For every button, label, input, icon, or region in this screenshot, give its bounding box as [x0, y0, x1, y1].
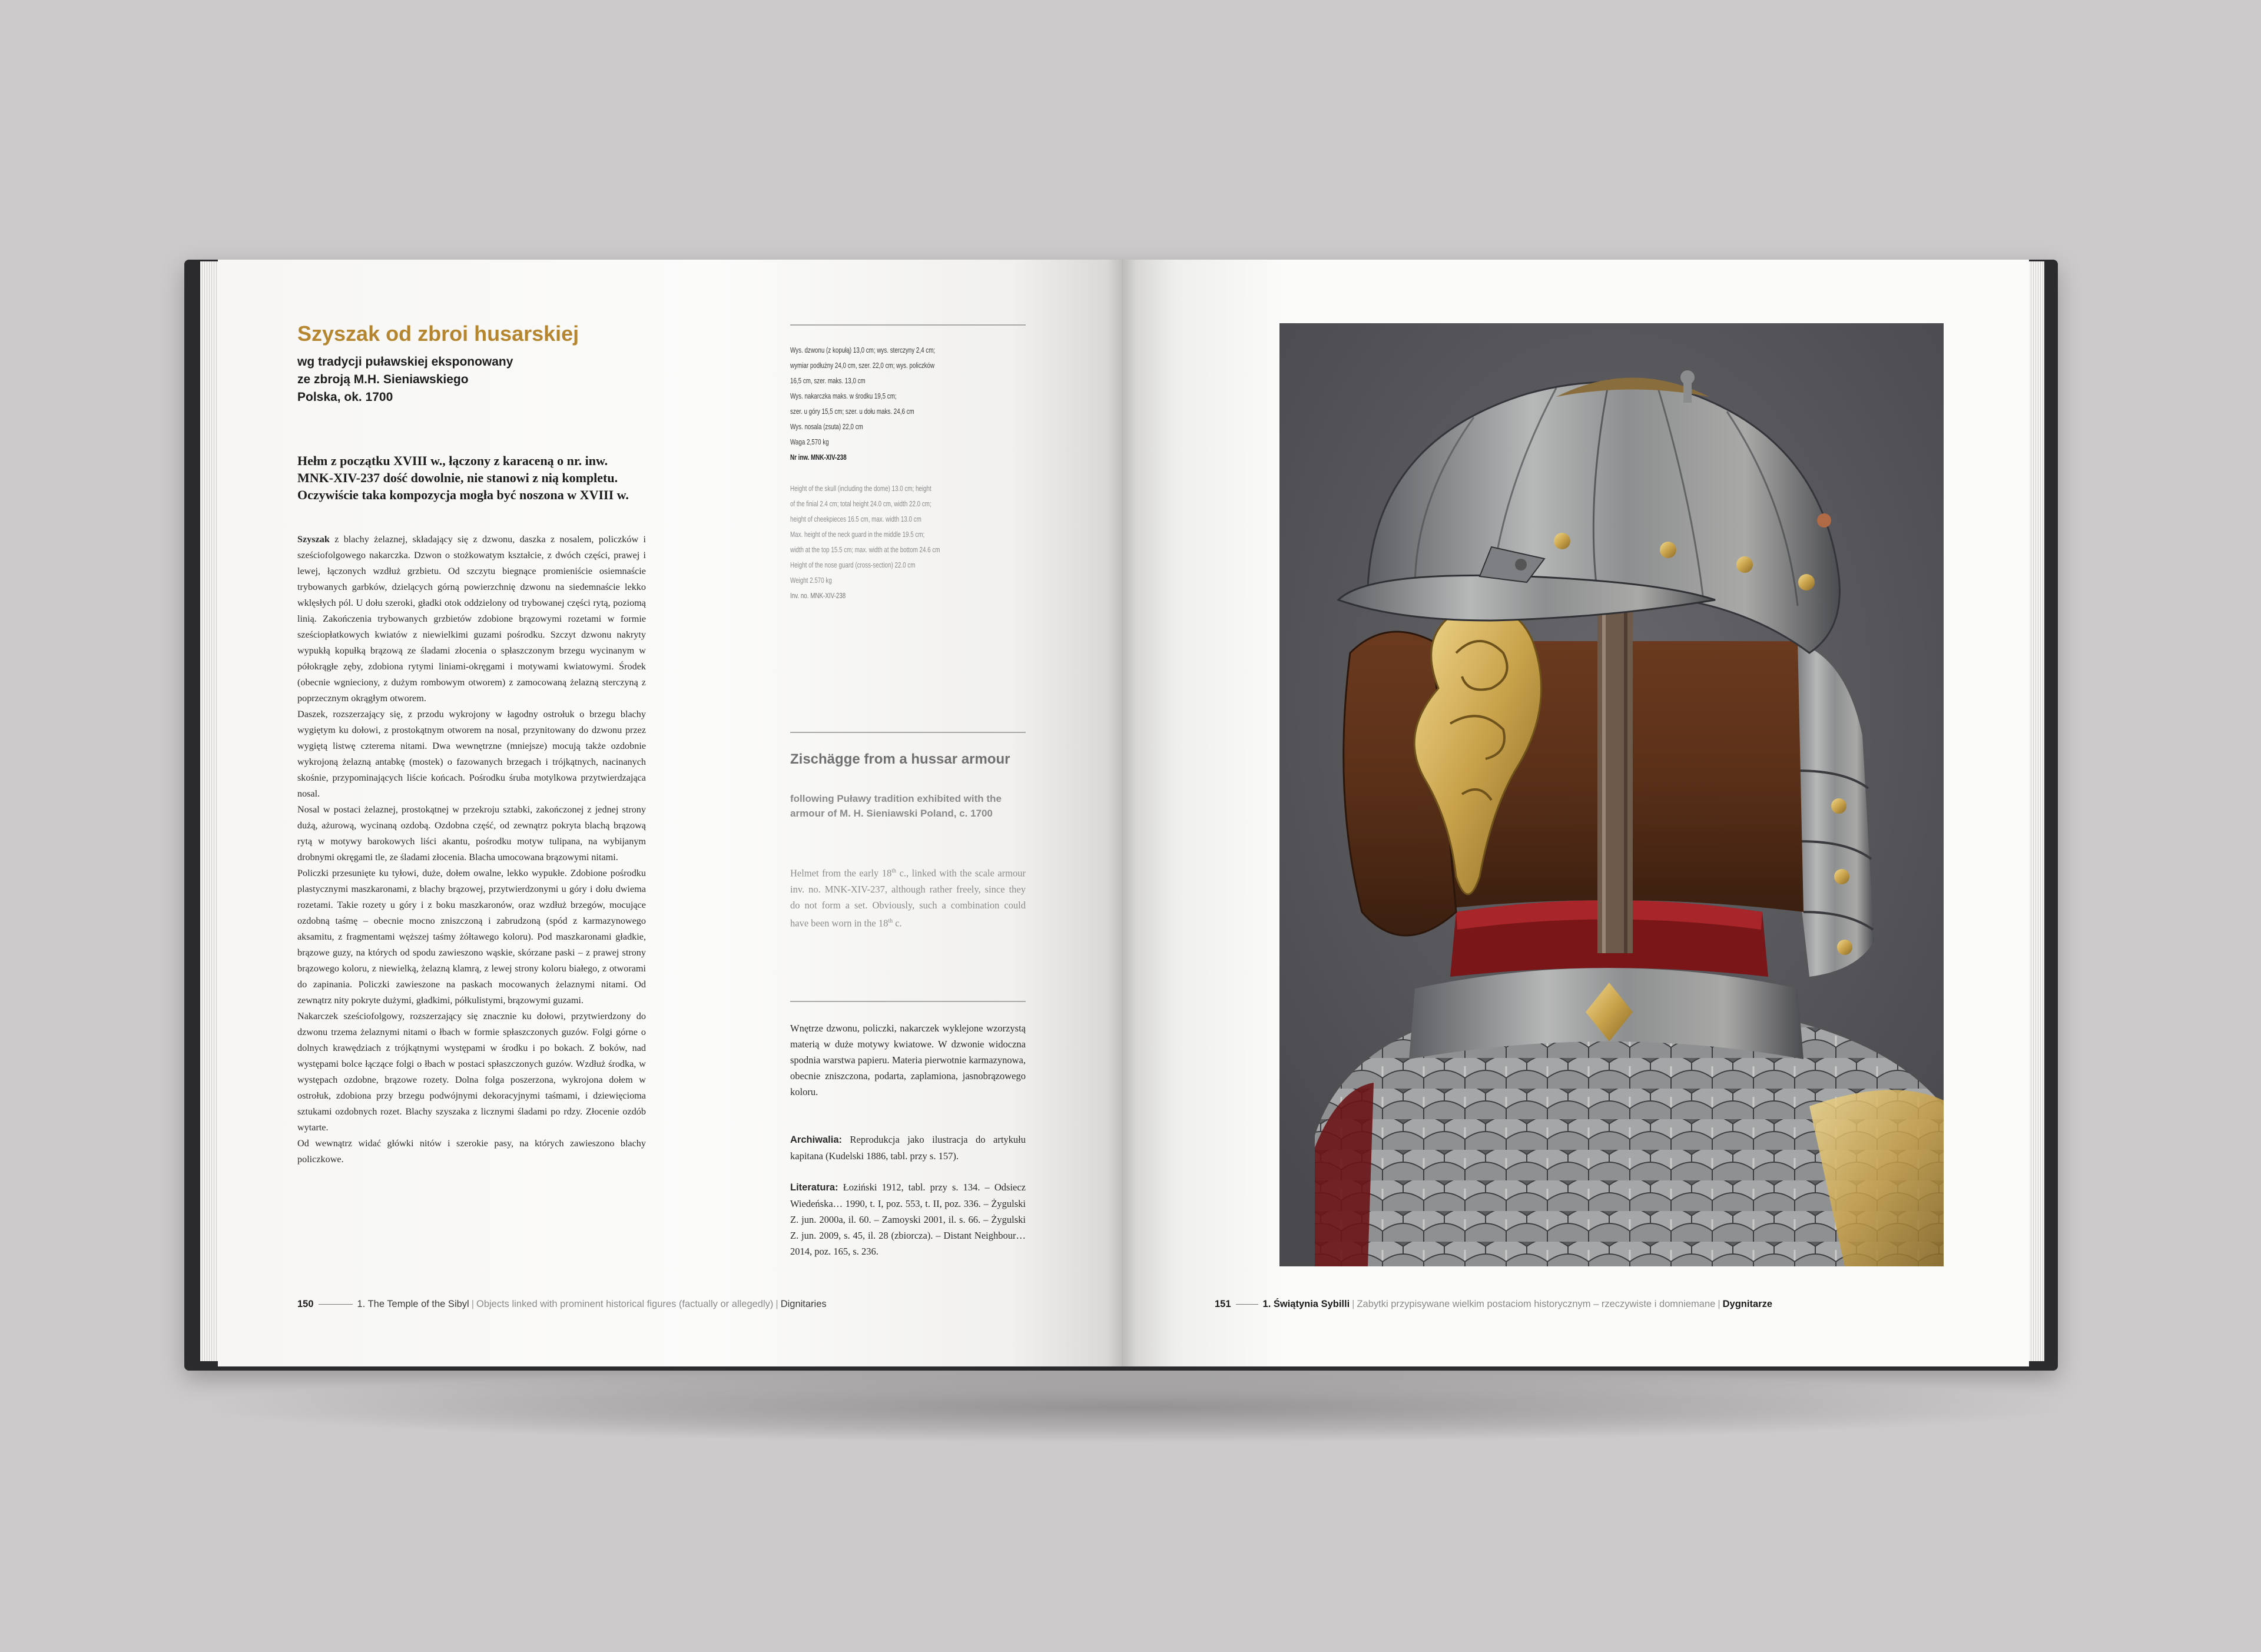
body-paragraph: Nakarczek sześciofolgowy, rozszerzający się znacznie ku dołowi, przytwierdzony do dzwonu trzema żelaznymi nitami o łbach w formie spłaszczonych guzów. Folgi górne o dolnych krawędziach z trójkątnymi występami w środku i po bokach. Z boków, nad występami bolce łączące folgi o łbach w postaci spłaszczonych guzów. Wzdłuż środka, w występach ozdobne, brązowe rozety. Dolna folga poszerzona, wykrojona dołem w ostrołuk, zdobiona przy brzegu podwójnymi dekoracyjnymi taśmami, i dziewięcioma sztukami ozdobnych rozet. Blachy szyszaka z licznymi śladami po rdzy. Złocenie ozdób wytarte.	[297, 1011, 646, 1133]
divider	[790, 732, 1026, 733]
object-subtitle	[297, 353, 604, 406]
gutter-shadow	[1107, 260, 1136, 1366]
archival-note: Archiwalia: Reprodukcja jako ilustracja do artykułu kapitana (Kudelski 1886, tabl. przy s. 157).	[790, 1134, 1026, 1162]
description-body	[297, 532, 646, 1167]
subtitle-line: Polska, ok. 1700	[297, 390, 393, 404]
english-title: Zischägge from a hussar armour	[790, 751, 1010, 767]
lining-note: Wnętrze dzwonu, policzki, nakarczek wyklejone wzorzystą materią w duże motywy kwiatowe. W dzwonie widoczna spodnia warstwa papieru. Materia pierwotnie karmazynowa, obecnie zniszczona, podarta, zaplamiona, jasnobrązowego koloru.	[790, 1023, 1026, 1097]
helmet-illustration	[1279, 323, 1944, 1266]
divider	[790, 1001, 1026, 1002]
body-paragraph: Daszek, rozszerzający się, z przodu wykrojony w łagodny ostrołuk o brzegu blachy wygiętym ku dołowi, z prostokątnym otworem na nosal, przynitowany do dzwonu przez wygiętą listwę czterema nitami. Dwa wewnętrzne (mniejsze) mocują także ozdobnie wykrojoną żelazną antabkę (mostek) o fazowanych brzegach i trójkątnych, nacinanych skośnie, przypominających liście końcach. Pośrodku śruba motylkowa przytwierdzająca nosal.	[297, 709, 646, 799]
dimensions-pl: Wys. dzwonu (z kopułą) 13,0 cm; wys. sterczyny 2,4 cm; wymiar podłużny 24,0 cm, szer. 22,0 cm; wys. policzków 16,5 cm, szer. maks. 13,0 cm Wys. nakarczka maks. w środku 19,5 cm; szer. u góry 15,5 cm; szer. u dołu maks. 24,6 cm Wys. nosala (zsuta) 22,0 cm Waga 2,570 kg Nr inw. MNK-XIV-238	[790, 343, 987, 465]
page-number: 151	[1215, 1299, 1231, 1309]
page-edges-right	[2029, 261, 2044, 1361]
footer-chapter: 1. The Temple of the Sibyl	[357, 1299, 469, 1309]
footer-section: Objects linked with prominent historical figures (factually or allegedly)	[476, 1299, 774, 1309]
helmet-photo	[1279, 323, 1944, 1266]
page-title: Szyszak od zbroi husarskiej	[297, 321, 579, 346]
footer-right: 151 1. Świątynia Sybilli | Zabytki przypisywane wielkim postaciom historycznym – rzeczywiste i domniemane | Dygnitarze	[1215, 1299, 1772, 1309]
literature-note: Literatura: Łoziński 1912, tabl. przy s. 134. – Odsiecz Wiedeńska… 1990, t. I, poz. 553, t. II, poz. 336. – Żygulski Z. jun. 2000a, il. 60. – Zamoyski 2001, il. s. 66. – Żygulski Z. jun. 2009, s. 45, il. 28 (zbiorcza). – Distant Neighbour… 2014, poz. 165, s. 236.	[790, 1182, 1026, 1257]
subtitle-line: ze zbroją M.H. Sieniawskiego	[297, 373, 469, 386]
footer-subsection: Dygnitarze	[1722, 1299, 1772, 1309]
inventory-number-en: Inv. no. MNK-XIV-238	[790, 592, 846, 600]
english-subtitle: following Puławy tradition exhibited with the armour of M. H. Sieniawski Poland, c. 1700	[790, 793, 1002, 819]
footer-section: Zabytki przypisywane wielkim postaciom historycznym – rzeczywiste i domniemane	[1357, 1299, 1716, 1309]
lead-paragraph: Hełm z początku XVIII w., łączony z karaceną o nr. inw. MNK-XIV-237 dość dowolnie, nie stanowi z nią kompletu. Oczywiście taka kompozycja mogła być noszona w XVIII w.	[297, 453, 629, 502]
body-paragraph: Policzki przesunięte ku tyłowi, duże, dołem owalne, lekko wypukłe. Zdobione pośrodku plastycznymi maszkaronami, z blachy brązowej, przytwierdzonymi u góry i dołu dwiema rozetami. Takie rozety u góry i z boku maszkaronów, oraz wzdłuż brzegów, mocujące ozdobną taśmę – obecnie mocno zniszczoną i zabrudzoną (spód z karmazynowego aksamitu, z fragmentami węższej taśmy żółtawego koloru). Pod maszkaronami gładkie, brązowe guzy, na których od spodu zawieszono wąskie, skórzane paski – z prawej strony brązowego koloru, z niewielką, żelazną klamrą, z lewej strony koloru białego, z otworami do zapinania. Policzki zawieszone na paskach mocowanych żelaznymi nitami. Od zewnątrz nity pokryte dużymi, gładkimi, półkulistymi, brązowymi guzami.	[297, 868, 646, 1006]
body-paragraph: Nosal w postaci żelaznej, prostokątnej w przekroju sztabki, zakończonej z jednej strony dużą, ażurową, wycinaną ozdobą. Ozdobna część, od zewnątrz pokryta blachą brązową rytą w motywy barokowych liści akantu, pośrodku motyw tulipana, na wybijanym drobnymi okręgami tle, ze śladami złocenia. Blacha umocowana brązowymi nitami.	[297, 804, 646, 863]
body-paragraph: Szyszak z blachy żelaznej, składający się z dzwonu, daszka z nosalem, policzków i sześciofolgowego nakarczka. Dzwon o stożkowatym kształcie, z dwóch części, prawej i lewej, łączonych wzdłuż grzbietu. Od szczytu biegnące promieniście osiemnaście trybowanych garbków, dzielących górną powierzchnię dzwonu na siedemnaście lekko wklęsłych pól. U dołu szeroki, gładki otok oddzielony od trybowanej części rytą, poziomą linią. Zakończenia trybowanych grzbietów zdobione brązowymi rozetami w formie sześciopłatkowych kwiatów z niewielkimi guzami pośrodku. Szczyt dzwonu nakryty wypukłą kopułką brązową ze śladami złocenia o spłaszczonym brzegu wycinanym w półokrągłe zęby, zdobiona rytymi liniami-okręgami i motywami kwiatowymi. Środek (obecnie wgnieciony, z dużym rombowym otworem) z zamocowaną żelazną sterczyną z poprzecznym okrągłym otworem.	[297, 534, 646, 704]
inventory-number: Nr inw. MNK-XIV-238	[790, 453, 847, 462]
body-term: Szyszak	[297, 534, 330, 545]
footer-chapter: 1. Świątynia Sybilli	[1262, 1299, 1350, 1309]
subtitle-line: wg tradycji puławskiej eksponowany	[297, 355, 513, 369]
english-lead: Helmet from the early 18th c., linked with the scale armour inv. no. MNK-XIV-237, although rather freely, since they do not form a set. Obviously, such a combination could have been worn in the 18th c.	[790, 867, 1026, 928]
page-edges-left	[200, 261, 218, 1361]
footer-subsection: Dignitaries	[780, 1299, 827, 1309]
footer-left: 150 1. The Temple of the Sibyl | Objects linked with prominent historical figures (factually or allegedly) | Dignitaries	[297, 1299, 827, 1309]
page-number: 150	[297, 1299, 314, 1309]
divider	[790, 324, 1026, 326]
dimensions-en: Height of the skull (including the dome) 13.0 cm; height of the finial 2.4 cm; total height 24.0 cm, width 22.0 cm; height of cheekpieces 16.5 cm, max. width 13.0 cm Max. height of the neck guard in the middle 19.5 cm; width at the top 15.5 cm; max. width at the bottom 24.6 cm Height of the nose guard (cross-section) 22.0 cm Weight 2.570 kg Inv. no. MNK-XIV-238	[790, 481, 987, 603]
book-shadow	[212, 1372, 2055, 1442]
body-paragraph: Od wewnątrz widać główki nitów i szerokie pasy, na których zawieszono blachy policzkowe.	[297, 1138, 646, 1165]
